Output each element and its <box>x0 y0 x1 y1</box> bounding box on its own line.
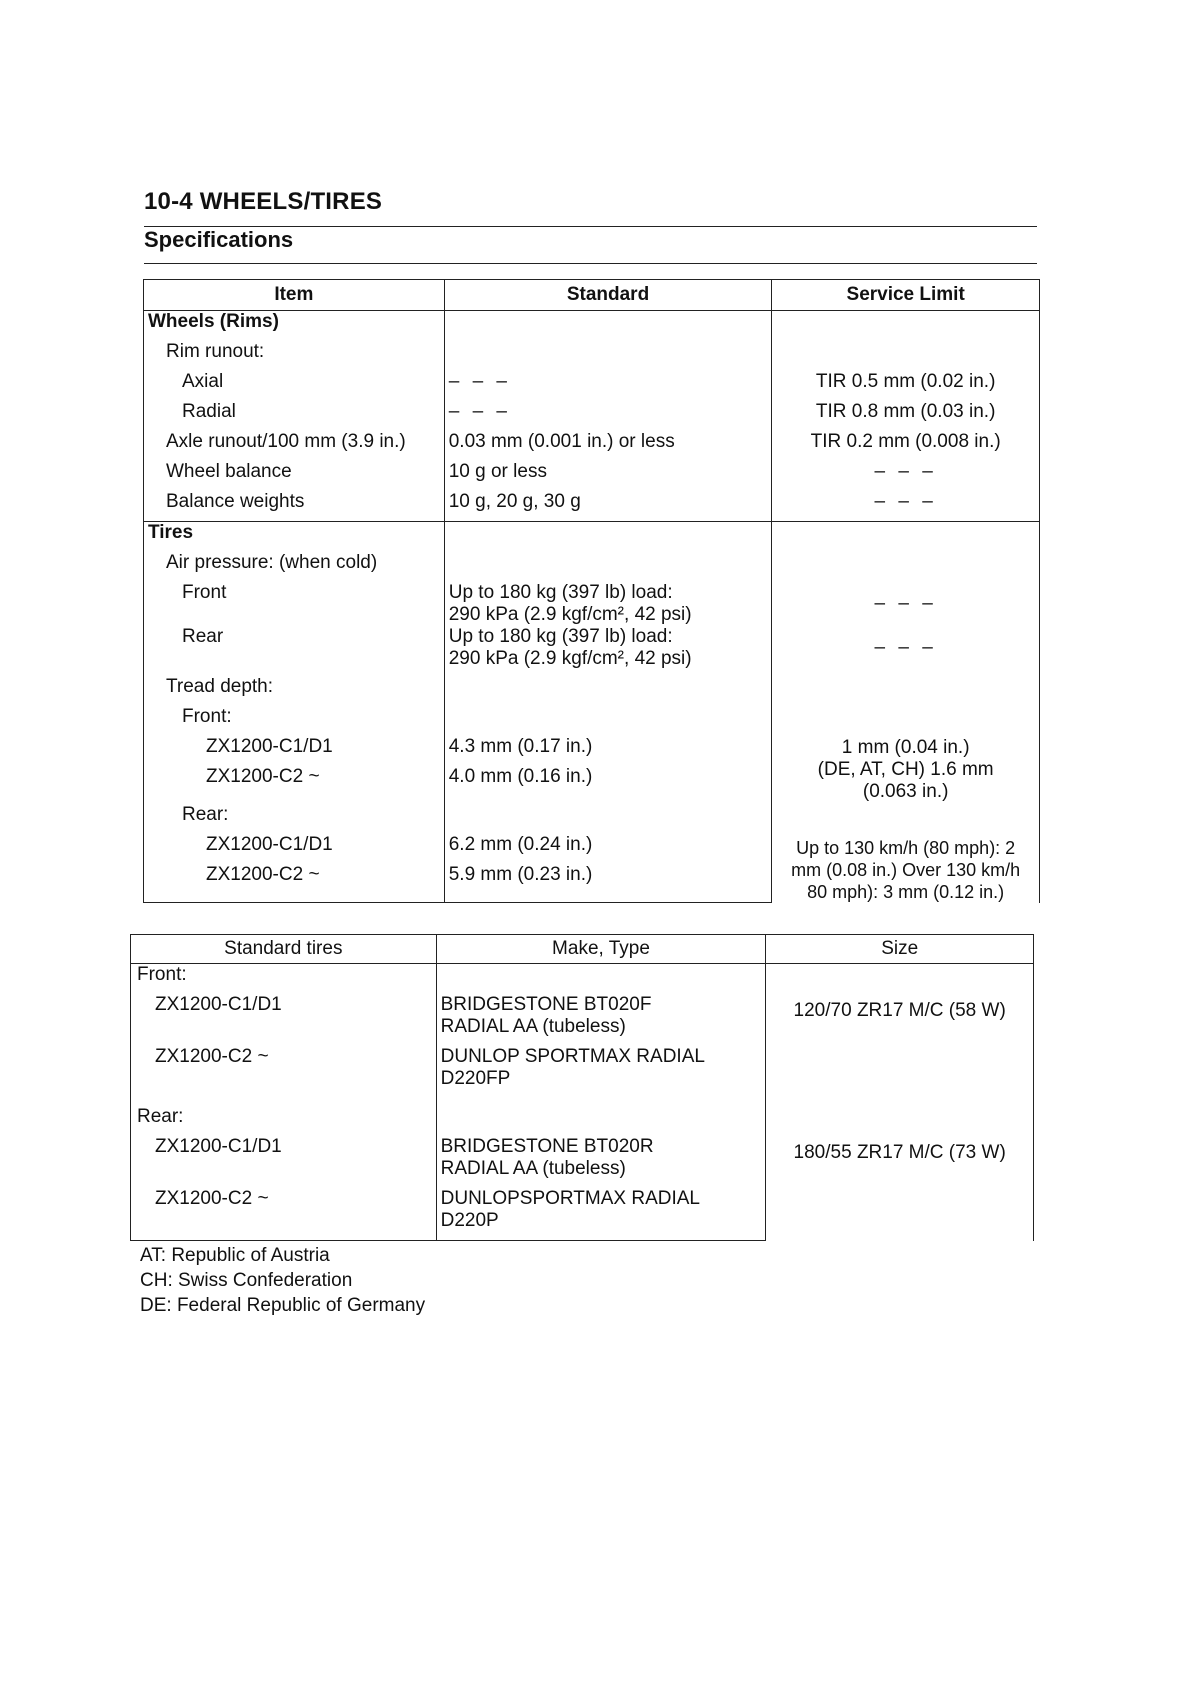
table-row <box>144 461 1040 491</box>
footnote-at: AT: Republic of Austria <box>140 1245 330 1266</box>
standard-front-c2: 4.0 mm (0.16 in.) <box>444 766 772 804</box>
tread-depth-label: Tread depth: <box>144 670 445 706</box>
rear-size: 180/55 ZR17 M/C (73 W) <box>766 1106 1034 1241</box>
item-wheel-balance: Wheel balance <box>144 461 445 491</box>
make-rear-c1d1-line-2: RADIAL AA (tubeless) <box>440 1158 626 1179</box>
header-size: Size <box>766 935 1034 964</box>
tires-rear-label: Rear: <box>131 1106 437 1136</box>
table-row <box>131 1106 1034 1136</box>
table-row <box>144 431 1040 461</box>
header-make-type: Make, Type <box>436 935 766 964</box>
item-rear-pressure: Rear <box>144 626 445 670</box>
item-rear-c2: ZX1200-C2 ~ <box>144 864 445 903</box>
air-pressure-label: Air pressure: (when cold) <box>144 552 445 582</box>
item-front-c2: ZX1200-C2 ~ <box>144 766 445 804</box>
make-front-c2-line-2: D220FP <box>440 1068 511 1089</box>
standard-rear-pressure-line-1: Up to 180 kg (397 lb) load: <box>448 626 673 647</box>
limit-axle-runout: TIR 0.2 mm (0.008 in.) <box>772 431 1040 461</box>
standard-balance-weights: 10 g, 20 g, 30 g <box>444 491 772 522</box>
page-title: 10-4 WHEELS/TIRES <box>144 188 383 215</box>
table-row <box>144 670 1040 706</box>
limit-axial: TIR 0.5 mm (0.02 in.) <box>772 371 1040 401</box>
section-rule <box>144 263 1037 264</box>
section-title: Specifications <box>144 227 294 252</box>
standard-rear-c2: 5.9 mm (0.23 in.) <box>444 864 772 903</box>
item-front-c1d1: ZX1200-C1/D1 <box>144 736 445 766</box>
specifications-table <box>143 279 1040 903</box>
group-wheels: Wheels (Rims) <box>144 311 445 342</box>
table-header-row <box>131 935 1034 964</box>
limit-rear-pressure: – – – <box>772 626 1040 670</box>
footnote-de: DE: Federal Republic of Germany <box>140 1295 426 1316</box>
tires-front-label: Front: <box>131 964 437 995</box>
make-front-c1d1 <box>436 994 766 1046</box>
make-rear-c2-line-1: DUNLOPSPORTMAX RADIAL <box>440 1188 701 1209</box>
table-row <box>144 522 1040 553</box>
standard-front-pressure <box>444 582 772 626</box>
table-row <box>144 736 1040 766</box>
header-standard-tires: Standard tires <box>131 935 437 964</box>
limit-front-tread-line-2: (DE, AT, CH) 1.6 mm <box>817 759 994 780</box>
standard-rear-c1d1: 6.2 mm (0.24 in.) <box>444 834 772 864</box>
model-rear-c2: ZX1200-C2 ~ <box>131 1188 437 1241</box>
limit-front-tread <box>772 736 1040 804</box>
footnotes <box>140 1243 425 1318</box>
make-rear-c2-line-2: D220P <box>440 1210 499 1231</box>
limit-wheel-balance: – – – <box>772 461 1040 491</box>
make-rear-c1d1-line-1: BRIDGESTONE BT020R <box>440 1136 654 1157</box>
standard-front-pressure-line-2: 290 kPa (2.9 kgf/cm², 42 psi) <box>448 604 692 625</box>
table-row <box>144 582 1040 626</box>
front-size: 120/70 ZR17 M/C (58 W) <box>766 964 1034 1107</box>
standard-front-c1d1: 4.3 mm (0.17 in.) <box>444 736 772 766</box>
header-service-limit: Service Limit <box>772 280 1040 311</box>
limit-radial: TIR 0.8 mm (0.03 in.) <box>772 401 1040 431</box>
make-front-c2 <box>436 1046 766 1106</box>
standard-tires-table <box>130 934 1034 1241</box>
standard-front-pressure-line-1: Up to 180 kg (397 lb) load: <box>448 582 673 603</box>
make-front-c2-line-1: DUNLOP SPORTMAX RADIAL <box>440 1046 705 1067</box>
header-item: Item <box>144 280 445 311</box>
model-front-c1d1: ZX1200-C1/D1 <box>131 994 437 1046</box>
standard-axle-runout: 0.03 mm (0.001 in.) or less <box>444 431 772 461</box>
table-row <box>144 626 1040 670</box>
header-standard: Standard <box>444 280 772 311</box>
item-axle-runout: Axle runout/100 mm (3.9 in.) <box>144 431 445 461</box>
limit-balance-weights: – – – <box>772 491 1040 522</box>
rim-runout-label: Rim runout: <box>144 341 445 371</box>
item-rear-c1d1: ZX1200-C1/D1 <box>144 834 445 864</box>
model-front-c2: ZX1200-C2 ~ <box>131 1046 437 1106</box>
table-header-row <box>144 280 1040 311</box>
table-row <box>144 371 1040 401</box>
tread-rear-label: Rear: <box>144 804 445 834</box>
tread-front-label: Front: <box>144 706 445 736</box>
limit-front-pressure: – – – <box>772 582 1040 626</box>
make-rear-c2 <box>436 1188 766 1241</box>
table-row <box>144 706 1040 736</box>
table-row <box>144 401 1040 431</box>
table-row <box>144 491 1040 522</box>
table-row <box>131 964 1034 995</box>
table-row <box>144 341 1040 371</box>
group-tires: Tires <box>144 522 445 553</box>
limit-front-tread-line-1: 1 mm (0.04 in.) <box>841 737 970 758</box>
make-front-c1d1-line-2: RADIAL AA (tubeless) <box>440 1016 626 1037</box>
make-rear-c1d1 <box>436 1136 766 1188</box>
limit-rear-tread-line-1: Up to 130 km/h (80 mph): 2 <box>796 837 1016 858</box>
limit-rear-tread <box>772 834 1040 903</box>
standard-rear-pressure-line-2: 290 kPa (2.9 kgf/cm², 42 psi) <box>448 648 692 669</box>
item-axial: Axial <box>144 371 445 401</box>
table-row <box>144 834 1040 864</box>
make-front-c1d1-line-1: BRIDGESTONE BT020F <box>440 994 652 1015</box>
standard-radial: – – – <box>444 401 772 431</box>
footnote-ch: CH: Swiss Confederation <box>140 1270 353 1291</box>
standard-rear-pressure <box>444 626 772 670</box>
item-radial: Radial <box>144 401 445 431</box>
standard-axial: – – – <box>444 371 772 401</box>
table-row <box>144 311 1040 342</box>
model-rear-c1d1: ZX1200-C1/D1 <box>131 1136 437 1188</box>
item-front-pressure: Front <box>144 582 445 626</box>
table-row <box>144 804 1040 834</box>
limit-rear-tread-line-2: mm (0.08 in.) Over 130 km/h <box>791 859 1021 880</box>
table-row <box>144 552 1040 582</box>
limit-rear-tread-line-3: 80 mph): 3 mm (0.12 in.) <box>807 881 1005 902</box>
item-balance-weights: Balance weights <box>144 491 445 522</box>
limit-front-tread-line-3: (0.063 in.) <box>862 781 949 802</box>
standard-wheel-balance: 10 g or less <box>444 461 772 491</box>
